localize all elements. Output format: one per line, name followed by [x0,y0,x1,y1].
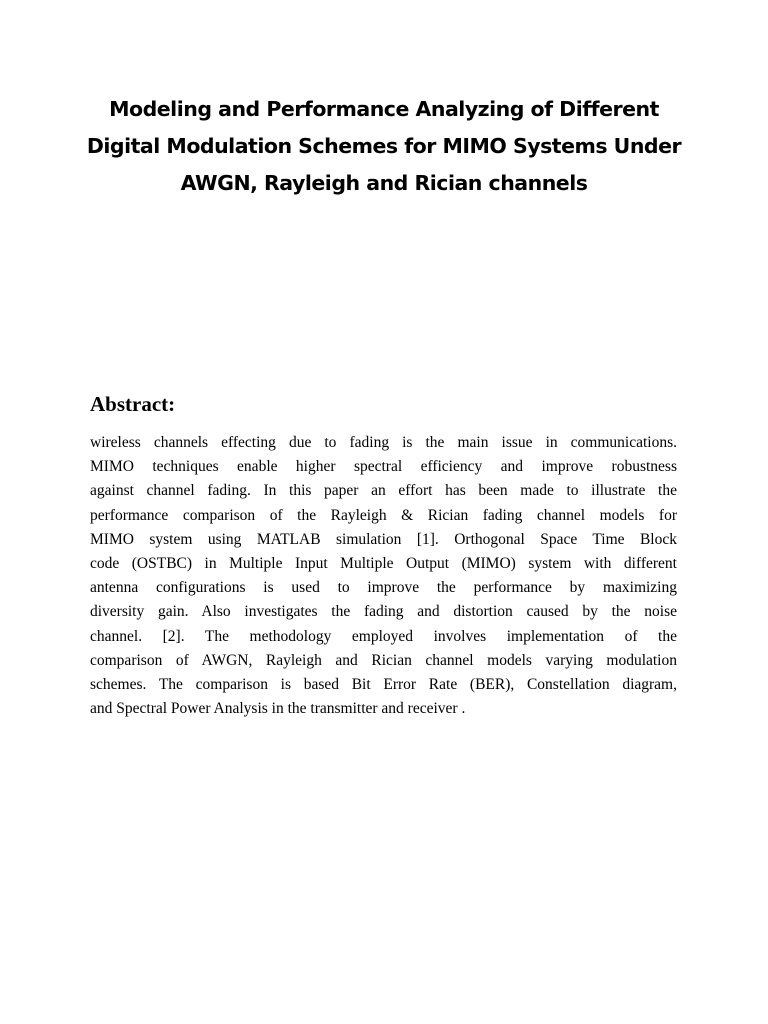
abstract-line: schemes. The comparison is based Bit Error Rate (BER), Constellation diagram, [90,676,677,694]
abstract-line: and Spectral Power Analysis in the transmitter and receiver . [90,700,466,718]
abstract-line: MIMO techniques enable higher spectral efficiency and improve robustness [90,458,677,476]
abstract-line: diversity gain. Also investigates the fading and distortion caused by the noise [90,603,677,621]
abstract-line: antenna configurations is used to improve the performance by maximizing [90,579,677,597]
title-line: AWGN, Rayleigh and Rician channels [180,171,588,195]
abstract-line: performance comparison of the Rayleigh & Rician fading channel models for [90,506,677,524]
paper-title [80,91,688,202]
abstract-line: channel. [2]. The methodology employed involves implementation of the [90,627,677,645]
abstract-line: MIMO system using MATLAB simulation [1]. Orthogonal Space Time Block [90,530,677,548]
title-line: Modeling and Performance Analyzing of Different [109,97,659,121]
abstract-line: wireless channels effecting due to fading is the main issue in communications. [90,434,677,451]
abstract-line: comparison of AWGN, Rayleigh and Rician channel models varying modulation [90,651,677,669]
abstract-body [90,431,677,721]
abstract-line: against channel fading. In this paper an effort has been made to illustrate the [90,482,677,500]
abstract-line: code (OSTBC) in Multiple Input Multiple Output (MIMO) system with different [90,555,677,573]
abstract-heading: Abstract: [90,392,176,416]
title-line: Digital Modulation Schemes for MIMO Systems Under [86,134,682,158]
